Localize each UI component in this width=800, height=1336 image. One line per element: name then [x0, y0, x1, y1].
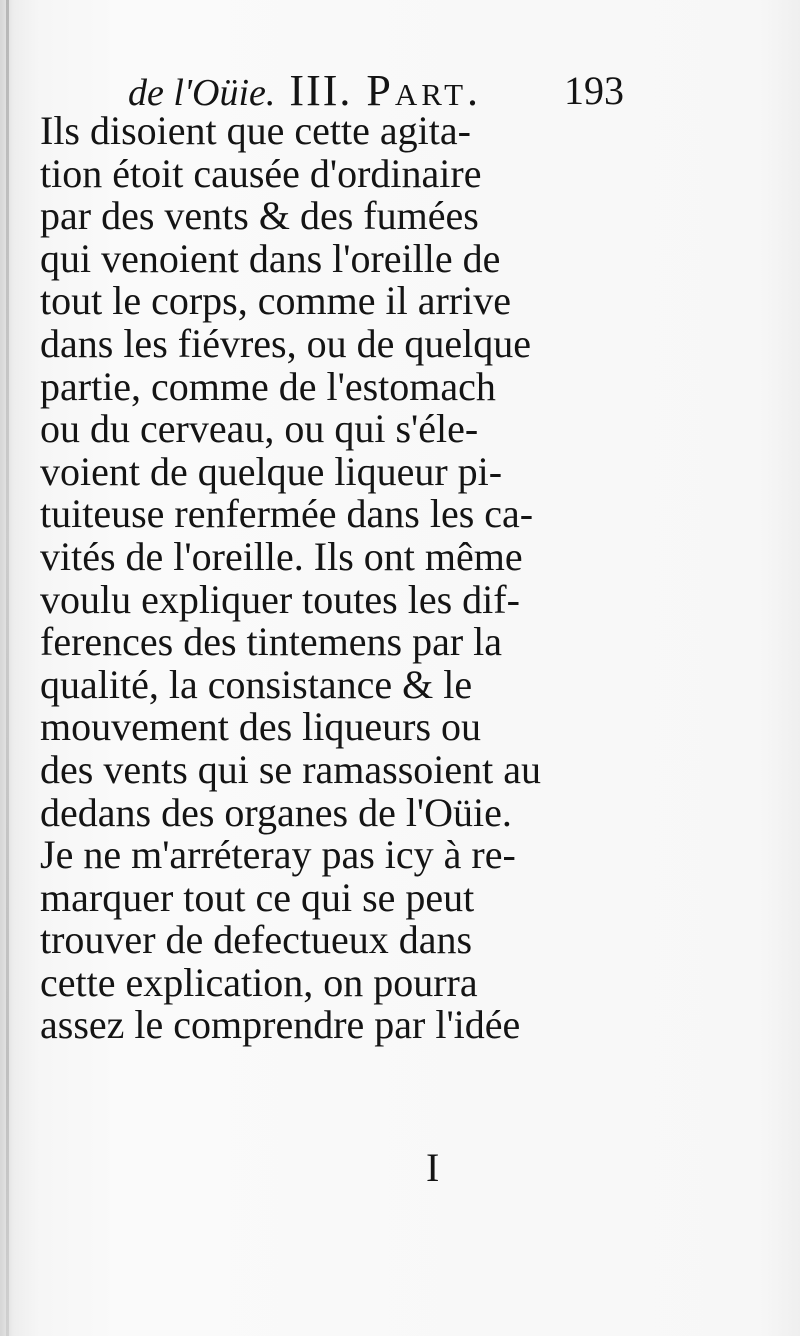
- text-line: qualité, la consistance & le: [40, 661, 473, 707]
- text-line: Je ne m'arréteray pas icy à re-: [40, 832, 516, 878]
- signature-mark: I: [426, 1145, 440, 1190]
- body-text: [40, 110, 620, 1047]
- text-line: partie, comme de l'estomach: [40, 363, 496, 409]
- running-title: de l'Oüie.: [128, 72, 276, 114]
- page-number: 193: [564, 68, 624, 113]
- text-line: ferences des tintemens par la: [40, 619, 503, 665]
- text-line: qui venoient dans l'oreille de: [40, 235, 501, 281]
- part-label: Part.: [366, 66, 482, 115]
- text-line: tion étoit causée d'ordinaire: [40, 150, 482, 196]
- text-line: voient de quelque liqueur pi-: [40, 448, 503, 494]
- text-line: vités de l'oreille. Ils ont même: [40, 533, 523, 579]
- text-line: marquer tout ce qui se peut: [40, 874, 475, 920]
- text-line: trouver de defectueux dans: [40, 917, 473, 963]
- text-line: voulu expliquer toutes les dif-: [40, 576, 520, 622]
- text-line: tuiteuse renfermée dans les ca-: [40, 491, 534, 537]
- text-line: par des vents & des fumées: [40, 193, 479, 239]
- binding-gutter: [6, 0, 9, 1336]
- text-line: des vents qui se ramassoient au: [40, 746, 541, 792]
- text-line: dans les fiévres, ou de quelque: [40, 320, 531, 366]
- text-line: Ils disoient que cette agita-: [40, 108, 471, 153]
- text-line: ou du cerveau, ou qui s'éle-: [40, 406, 479, 452]
- text-line: cette explication, on pourra: [40, 959, 478, 1005]
- text-line: tout le corps, comme il arrive: [40, 278, 511, 324]
- part-number: III.: [289, 66, 353, 115]
- text-line: assez le comprendre par l'idée: [40, 1002, 521, 1048]
- text-line: dedans des organes de l'Oüie.: [40, 789, 512, 835]
- text-line: mouvement des liqueurs ou: [40, 704, 482, 750]
